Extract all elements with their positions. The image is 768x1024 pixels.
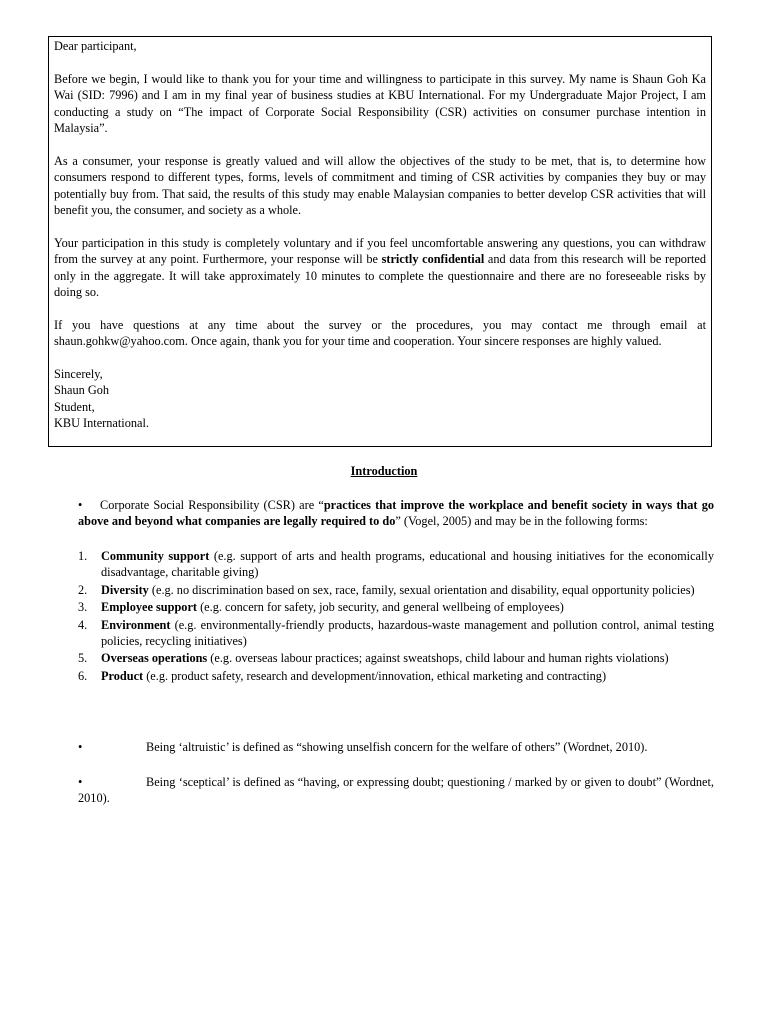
letter-box xyxy=(48,36,712,447)
form-description: (e.g. product safety, research and development/innovation, ethical marketing and contracting) xyxy=(143,668,607,683)
list-item xyxy=(78,650,714,666)
list-number: 2. xyxy=(78,582,88,597)
csr-definition xyxy=(78,497,714,530)
form-term: Employee support xyxy=(101,600,197,615)
form-description: (e.g. concern for safety, job security, and general wellbeing of employees) xyxy=(197,600,564,615)
letter-paragraph-participation xyxy=(54,235,706,301)
bullet-icon: • xyxy=(78,740,83,754)
form-description: (e.g. environmentally-friendly products, hazardous-waste management and pollution control, animal testing policies, recycling initiatives) xyxy=(101,617,714,649)
list-item xyxy=(78,617,714,650)
form-description: (e.g. no discrimination based on sex, race, family, sexual orientation and disability, equal opportunity policies) xyxy=(148,582,695,597)
letter-paragraph-intro: Before we begin, I would like to thank you for your time and willingness to participate in this survey. My name is Shaun Goh Ka Wai (SID: 7996) and I am in my final year of business studies at KBU International. For my Undergraduate Major Project, I am conducting a study on “The impact of Corporate Social Responsibility (CSR) activities on consumer purchase intention in Malaysia”. xyxy=(54,71,706,136)
list-number: 3. xyxy=(78,600,88,615)
form-term: Product xyxy=(101,668,144,683)
letter-paragraph-purpose: As a consumer, your response is greatly valued and will allow the objectives of the study to be met, that is, to determine how consumers respond to different types, forms, levels of commitment and timing of CSR activities by companies they buy or may potentially buy from. That said, the results of this study may enable Malaysian companies to better develop CSR activities that will benefit you, the consumer, and society as a whole. xyxy=(54,153,706,218)
list-number: 6. xyxy=(78,668,88,683)
list-item xyxy=(78,548,714,581)
bullet-icon: • xyxy=(78,498,83,512)
letter-paragraph-contact: If you have questions at any time about the survey or the procedures, you may contact me through email at shaun.gohkw@yahoo.com. Once again, thank you for your time and cooperation. Your sincere responses are highly valued. xyxy=(54,317,706,349)
signature-organization: KBU International. xyxy=(54,416,149,431)
csr-forms-list xyxy=(78,548,714,685)
list-item xyxy=(78,668,714,684)
signature-role: Student, xyxy=(54,399,95,414)
list-item xyxy=(78,599,714,615)
bullet-icon: • xyxy=(78,775,83,789)
altruistic-text: Being ‘altruistic’ is defined as “showing unselfish concern for the welfare of others” (Wordnet, 2010). xyxy=(146,740,648,754)
signature-closing: Sincerely, xyxy=(54,367,103,382)
list-item xyxy=(78,582,714,598)
csr-definition-emphasis: practices that improve the workplace and benefit society in ways that go above and beyond what companies are legally required to do xyxy=(78,498,714,529)
csr-text-start: Corporate Social Responsibility (CSR) are “ xyxy=(100,498,324,512)
form-description: (e.g. support of arts and health programs, educational and housing initiatives for the economically disadvantage, charitable giving) xyxy=(101,549,714,580)
form-term: Overseas operations xyxy=(101,651,208,666)
section-title-introduction: Introduction xyxy=(350,464,418,478)
form-term: Community support xyxy=(101,549,210,563)
altruistic-definition xyxy=(78,739,714,755)
list-number: 5. xyxy=(78,651,88,666)
list-number: 1. xyxy=(78,549,88,563)
letter-greeting: Dear participant, xyxy=(54,39,137,53)
form-term: Diversity xyxy=(101,582,149,597)
participation-text-end: and data from this research will be reported only in the aggregate. It will take approximately 10 minutes to complete the questionnaire and there are no foreseeable risks by doing so. xyxy=(54,252,706,300)
form-term: Environment xyxy=(101,617,171,632)
sceptical-text: Being ‘sceptical’ is defined as “having, or expressing doubt; questioning / marked by or given to doubt” (Wordnet, 2010). xyxy=(78,775,714,806)
sceptical-definition xyxy=(78,774,714,807)
participation-text-start: Your participation in this study is completely voluntary and if you feel uncomfortable answering any questions, you can withdraw from the survey at any point. Furthermore, your response will be xyxy=(54,235,706,267)
letter-signature xyxy=(54,366,706,432)
form-description: (e.g. overseas labour practices; against sweatshops, child labour and human rights violations) xyxy=(207,651,669,666)
confidential-emphasis: strictly confidential xyxy=(381,252,485,267)
csr-text-end: ” (Vogel, 2005) and may be in the following forms: xyxy=(395,514,648,529)
list-number: 4. xyxy=(78,617,88,632)
signature-name: Shaun Goh xyxy=(54,383,109,398)
